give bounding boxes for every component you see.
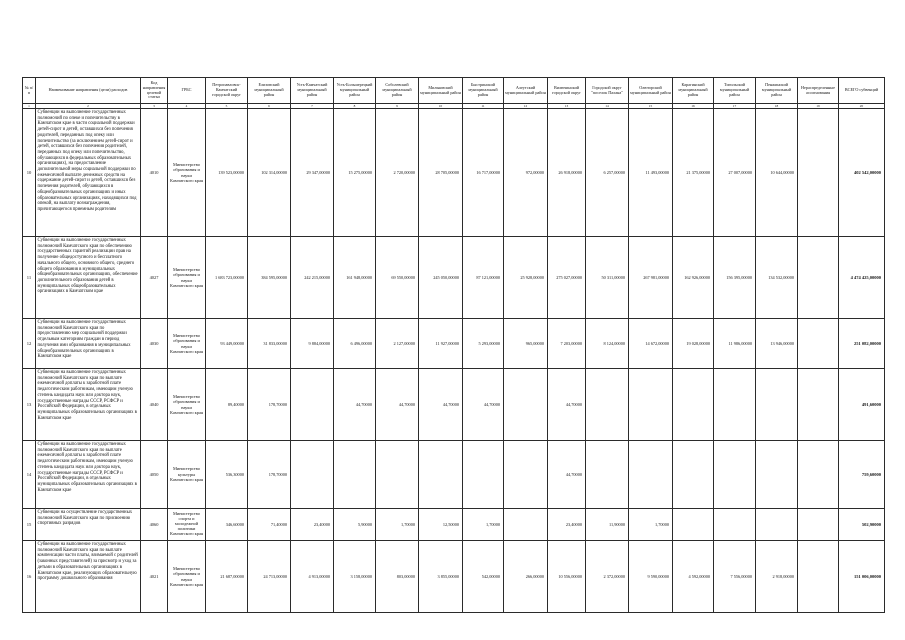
amount-cell: 4 592,00000 [673, 541, 714, 613]
expense-name: Субвенции на выполнение государственных полномочий Камчатского края по предоставлению мер социальной поддержки отдельным категориям граждан в период получения ими образования в муниципальных общеобразовательных организациях в Камчатском крае [37, 320, 131, 360]
column-header-municipality: Пенжинский муниципальный район [756, 78, 798, 104]
amount-cell [291, 369, 334, 441]
total-cell: 759,60000 [839, 441, 885, 509]
amount-cell: 19 028,00000 [673, 319, 714, 369]
amount-cell [673, 509, 714, 541]
row-number: 14 [23, 441, 36, 509]
amount-cell [419, 441, 463, 509]
grbs-name: Министерство образования и науки Камчатского края [170, 332, 203, 354]
amount-cell: 162 926,00000 [673, 237, 714, 319]
amount-cell: 275 027,00000 [548, 237, 586, 319]
column-number: 5 [206, 104, 248, 109]
amount-cell [504, 369, 548, 441]
amount-cell [714, 441, 756, 509]
amount-cell: 1 683 723,00000 [206, 237, 248, 319]
amount-cell: 2 918,00000 [756, 541, 798, 613]
expense-name-cell [36, 109, 141, 237]
amount-cell [629, 441, 673, 509]
expense-name-cell [36, 369, 141, 441]
amount-cell: 242 215,00000 [291, 237, 334, 319]
column-header-grbs: ГРБС [168, 78, 206, 104]
amount-cell [504, 441, 548, 509]
grbs-cell [168, 441, 206, 509]
amount-cell [673, 441, 714, 509]
column-header-total: ВСЕГО субвенций [839, 78, 885, 104]
amount-cell: 21 687,00000 [206, 541, 248, 613]
column-number: 8 [334, 104, 376, 109]
expense-name-cell [36, 319, 141, 369]
amount-cell: 28 705,00000 [419, 109, 463, 237]
total-cell: 402 542,00000 [839, 109, 885, 237]
table-row [23, 541, 885, 613]
amount-cell: 1,70000 [463, 509, 504, 541]
expense-name: Субвенции на выполнение государственных полномочий Камчатского края по обеспечению государственных гарантий реализации прав на получение общедоступного и бесплатного начального общего, основного общего, среднего общего образования в муниципальных общеобразовательных организациях, обеспечение дополнительного образования детей в муниципальных общеобразовательных организациях в Камчатском крае [37, 238, 138, 295]
column-header-code: Код направления целевой статьи [141, 78, 168, 104]
amount-cell: 134 532,00000 [756, 237, 798, 319]
amount-cell: 7 556,00000 [714, 541, 756, 613]
expense-name-cell [36, 541, 141, 613]
target-code: 4040 [141, 369, 168, 441]
amount-cell: 11 927,00000 [419, 319, 463, 369]
amount-cell: 139 523,00000 [206, 109, 248, 237]
column-number: 20 [839, 104, 885, 109]
table-row [23, 237, 885, 319]
column-header-municipality: Алеутский муниципальный район [504, 78, 548, 104]
expense-name-cell [36, 509, 141, 541]
amount-cell: 27 007,00000 [714, 109, 756, 237]
total-cell: 251 082,00000 [839, 319, 885, 369]
amount-cell: 178,70000 [248, 441, 291, 509]
amount-cell: 13 946,00000 [756, 319, 798, 369]
amount-cell [673, 369, 714, 441]
amount-cell: 44,70000 [463, 369, 504, 441]
total-cell: 502,90000 [839, 509, 885, 541]
amount-cell: 1,70000 [629, 509, 673, 541]
column-header-municipality: Тигильский муниципальный район [714, 78, 756, 104]
grbs-cell [168, 509, 206, 541]
amount-cell: 4 913,00000 [291, 541, 334, 613]
amount-cell: 542,00000 [463, 541, 504, 613]
amount-cell: 102 314,00000 [248, 109, 291, 237]
column-number: 14 [586, 104, 629, 109]
table-row [23, 109, 885, 237]
column-number: 4 [168, 104, 206, 109]
amount-cell: 11 493,00000 [629, 109, 673, 237]
column-header-municipality: Елизовский муниципальный район [248, 78, 291, 104]
column-number: 13 [548, 104, 586, 109]
amount-cell: 44,70000 [334, 369, 376, 441]
column-header-municipality: Соболевский муниципальный район [376, 78, 419, 104]
subventions-table-sheet [22, 77, 884, 613]
target-code: 4021 [141, 541, 168, 613]
amount-cell: 6 496,00000 [334, 319, 376, 369]
total-cell: 491,60000 [839, 369, 885, 441]
target-code: 4030 [141, 319, 168, 369]
target-code: 4060 [141, 509, 168, 541]
amount-cell: 89,40000 [206, 369, 248, 441]
amount-cell: 5 293,00000 [463, 319, 504, 369]
amount-cell: 156 395,00000 [714, 237, 756, 319]
amount-cell: 71,40000 [248, 509, 291, 541]
expense-name: Субвенции на выполнение государственных полномочий Камчатского края по выплате ежемесячной доплаты к заработной плате педагогическим работникам, имеющим ученую степень кандидата наук или доктора наук, государственные награды СССР, РСФСР и Российской Федерации, в отдельных муниципальных образовательных организациях в Камчатском крае [37, 442, 137, 493]
amount-cell: 44,70000 [548, 369, 586, 441]
column-number: 12 [504, 104, 548, 109]
expense-name: Субвенции на выполнение государственных полномочий по опеке и попечительству в Камчатском крае в части социальной поддержки детей-сирот и детей, оставшихся без попечения родителей, переданных под опеку или попечительство (за исключением детей-сирот и детей, оставшихся без попечения родителей, переданных под опеку или попечительство, обучающихся в федеральных образовательных организациях), на предоставление дополнительной меры социальной поддержки по ежемесячной выплате денежных средств на содержание детей-сирот и детей, оставшихся без попечения родителей, обучающихся в общеобразовательных организациях и иных образовательных организациях, находящихся под опекой, на выплату вознаграждения, причитающегося приемным родителям [37, 110, 137, 212]
column-header-name: Наименование направления (цели) расходов [36, 78, 141, 104]
column-number: 17 [714, 104, 756, 109]
amount-cell: 384 595,00000 [248, 237, 291, 319]
target-code: 4010 [141, 109, 168, 237]
amount-cell [714, 369, 756, 441]
column-number: 6 [248, 104, 291, 109]
table-row [23, 369, 885, 441]
subventions-table [22, 77, 885, 613]
row-number: 10 [23, 109, 36, 237]
amount-cell: 245 050,00000 [419, 237, 463, 319]
amount-cell: 23,40000 [548, 509, 586, 541]
column-number: 11 [463, 104, 504, 109]
table-header-row [23, 78, 885, 104]
amount-cell [756, 509, 798, 541]
unallocated-cell [798, 441, 839, 509]
column-number: 2 [36, 104, 141, 109]
unallocated-cell [798, 541, 839, 613]
amount-cell: 44,70000 [376, 369, 419, 441]
grbs-name: Министерство образования и науки Камчатского края [170, 393, 203, 415]
amount-cell: 803,00000 [376, 541, 419, 613]
amount-cell: 972,00000 [504, 109, 548, 237]
expense-name: Субвенции на выполнение государственных полномочий Камчатского края по выплате компенсации части платы, взимаемой с родителей (законных представителей) за присмотр и уход за детьми в образовательных организациях в Камчатском крае, реализующих образовательную программу дошкольного образования [37, 542, 138, 582]
amount-cell: 10 644,00000 [756, 109, 798, 237]
amount-cell [629, 369, 673, 441]
amount-cell: 87 121,00000 [463, 237, 504, 319]
amount-cell: 16 717,00000 [463, 109, 504, 237]
amount-cell: 21 375,00000 [673, 109, 714, 237]
column-number: 1 [23, 104, 36, 109]
amount-cell: 3 158,00000 [334, 541, 376, 613]
amount-cell: 11 986,00000 [714, 319, 756, 369]
column-header-municipality: Быстринский муниципальный район [463, 78, 504, 104]
row-number: 13 [23, 369, 36, 441]
amount-cell [463, 441, 504, 509]
amount-cell: 346,60000 [206, 509, 248, 541]
amount-cell: 9 884,00000 [291, 319, 334, 369]
amount-cell: 267 981,00000 [629, 237, 673, 319]
amount-cell: 14 672,00000 [629, 319, 673, 369]
amount-cell: 93 449,00000 [206, 319, 248, 369]
grbs-cell [168, 541, 206, 613]
unallocated-cell [798, 237, 839, 319]
grbs-name: Министерство культуры Камчатского края [170, 466, 203, 483]
target-code: 4050 [141, 441, 168, 509]
expense-name-cell [36, 237, 141, 319]
amount-cell: 10 556,00000 [548, 541, 586, 613]
expense-name-cell [36, 441, 141, 509]
amount-cell: 15 275,00000 [334, 109, 376, 237]
column-header-municipality: Усть-Камчатский муниципальный район [291, 78, 334, 104]
expense-name: Субвенции на осуществление государственных полномочий Камчатского края по присвоению спортивных разрядов [37, 510, 133, 527]
amount-cell: 2 372,00000 [586, 541, 629, 613]
column-number: 3 [141, 104, 168, 109]
amount-cell: 24 713,00000 [248, 541, 291, 613]
column-header-municipality: Петропавловск-Камчатский городской округ [206, 78, 248, 104]
amount-cell: 26 918,00000 [548, 109, 586, 237]
amount-cell: 2 127,00000 [376, 319, 419, 369]
total-cell: 151 006,00000 [839, 541, 885, 613]
amount-cell [504, 509, 548, 541]
amount-cell [756, 369, 798, 441]
amount-cell: 536,30000 [206, 441, 248, 509]
column-header-number: № п/п [23, 78, 36, 104]
table-row [23, 441, 885, 509]
column-number: 19 [798, 104, 839, 109]
column-number: 16 [673, 104, 714, 109]
amount-cell: 178,70000 [248, 369, 291, 441]
amount-cell: 12,50000 [419, 509, 463, 541]
amount-cell: 2 720,00000 [376, 109, 419, 237]
grbs-name: Министерство спорта и молодежной политики Камчатского края [170, 512, 203, 536]
amount-cell: 6 257,00000 [586, 109, 629, 237]
amount-cell: 161 948,00000 [334, 237, 376, 319]
total-cell: 4 474 425,00000 [839, 237, 885, 319]
column-header-municipality: Усть-Большерецкий муниципальный район [334, 78, 376, 104]
grbs-name: Министерство образования и науки Камчатского края [170, 266, 203, 288]
table-row [23, 509, 885, 541]
row-number: 15 [23, 509, 36, 541]
amount-cell: 5,90000 [334, 509, 376, 541]
row-number: 11 [23, 237, 36, 319]
table-row [23, 319, 885, 369]
amount-cell: 23,40000 [291, 509, 334, 541]
unallocated-cell [798, 369, 839, 441]
grbs-name: Министерство образования и науки Камчатского края [170, 161, 203, 183]
expense-name: Субвенции на выполнение государственных полномочий Камчатского края по выплате ежемесячной доплаты к заработной плате педагогическим работникам, имеющим ученую степень кандидата наук или доктора наук, государственные награды СССР, РСФСР и Российской Федерации, в отдельных муниципальных образовательных организациях в Камчатском крае [37, 370, 137, 421]
amount-cell [376, 441, 419, 509]
amount-cell: 31 833,00000 [248, 319, 291, 369]
amount-cell: 25 928,00000 [504, 237, 548, 319]
target-code: 4027 [141, 237, 168, 319]
amount-cell: 7 203,00000 [548, 319, 586, 369]
amount-cell: 9 590,00000 [629, 541, 673, 613]
amount-cell: 8 124,00000 [586, 319, 629, 369]
column-header-municipality: Олюторский муниципальный район [629, 78, 673, 104]
amount-cell: 44,70000 [548, 441, 586, 509]
amount-cell [586, 441, 629, 509]
amount-cell: 69 550,00000 [376, 237, 419, 319]
grbs-cell [168, 369, 206, 441]
unallocated-cell [798, 319, 839, 369]
amount-cell [714, 509, 756, 541]
grbs-cell [168, 319, 206, 369]
column-header-municipality: Мильковский муниципальный район [419, 78, 463, 104]
column-number: 18 [756, 104, 798, 109]
column-number: 9 [376, 104, 419, 109]
column-header-municipality: Карагинский муниципальный район [673, 78, 714, 104]
row-number: 12 [23, 319, 36, 369]
amount-cell: 50 311,00000 [586, 237, 629, 319]
grbs-cell [168, 237, 206, 319]
column-number: 15 [629, 104, 673, 109]
column-header-municipality: Городской округ "поселок Палана" [586, 78, 629, 104]
grbs-name: Министерство образования и науки Камчатского края [170, 565, 203, 587]
amount-cell [586, 369, 629, 441]
amount-cell: 44,70000 [419, 369, 463, 441]
column-header-unallocated: Нераспределенные ассигнования [798, 78, 839, 104]
unallocated-cell [798, 509, 839, 541]
amount-cell: 3 855,00000 [419, 541, 463, 613]
amount-cell: 1,70000 [376, 509, 419, 541]
amount-cell [334, 441, 376, 509]
grbs-cell [168, 109, 206, 237]
column-number: 10 [419, 104, 463, 109]
amount-cell [291, 441, 334, 509]
amount-cell: 965,00000 [504, 319, 548, 369]
unallocated-cell [798, 109, 839, 237]
amount-cell: 29 347,00000 [291, 109, 334, 237]
amount-cell [756, 441, 798, 509]
column-number: 7 [291, 104, 334, 109]
column-header-municipality: Вилючинский городской округ [548, 78, 586, 104]
row-number: 16 [23, 541, 36, 613]
amount-cell: 11,90000 [586, 509, 629, 541]
amount-cell: 266,00000 [504, 541, 548, 613]
